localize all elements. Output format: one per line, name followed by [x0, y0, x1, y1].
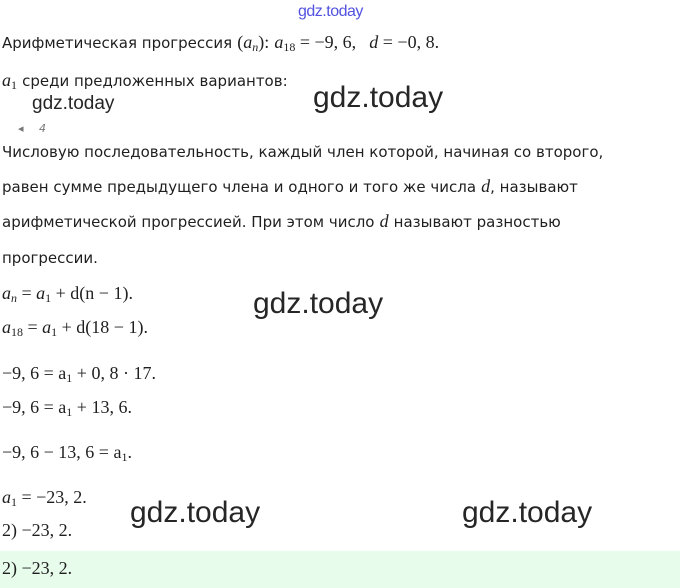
definition-line-3: арифметической прогрессией. При этом число d называют разностью	[2, 211, 561, 231]
task-difference: d = −0, 8.	[369, 32, 440, 52]
formula-result: $a_1 = -23$, 2.	[2, 487, 87, 509]
definition-line-2: равен сумме предыдущего члена и одного и того же числа d, называют	[2, 176, 578, 196]
task-question	[2, 70, 288, 91]
chosen-option: 2) −23, 2.	[2, 520, 73, 540]
small-arrow-icon: ◂	[18, 122, 24, 135]
watermark-large-4: gdz.today	[462, 496, 593, 529]
watermark-large-3: gdz.today	[130, 496, 261, 529]
task-sequence-symbol: $(a_n)$:	[237, 32, 270, 54]
answer-text: 2) −23, 2.	[2, 558, 73, 578]
task-lead-text: Арифметическая прогрессия	[2, 34, 233, 52]
formula-isolate-a1: −9, 6 − 13, $6 = a_1$.	[2, 442, 132, 464]
definition-line-1: Числовую последовательность, каждый член которой, начиная со второго,	[2, 143, 604, 161]
formula-a18: $a_{18} = a_1 + d(18 - 1)$.	[2, 317, 148, 339]
task-a1-symbol: $a_1$	[2, 70, 17, 92]
definition-line-4: прогрессии.	[2, 249, 98, 267]
task-a18-term: $a_{18} = -9$, 6,	[274, 32, 357, 54]
answer-bar	[0, 551, 680, 588]
task-question-text: среди предложенных вариантов:	[22, 72, 288, 90]
watermark-large-2: gdz.today	[253, 287, 384, 320]
task-statement	[2, 32, 439, 53]
cut-off-fragment: ◂ 4	[18, 122, 47, 135]
formula-simplified: −9, $6 = a_1 + 13$, 6.	[2, 397, 132, 419]
formula-general-term: $a_n = a_1 + d(n - 1)$.	[2, 283, 133, 305]
watermark-small: gdz.today	[32, 93, 115, 114]
watermark-top: gdz.today	[298, 3, 363, 20]
watermark-large-1: gdz.today	[313, 81, 444, 114]
formula-substitution: −9, $6 = a_1 + 0$, 8 · 17.	[2, 363, 156, 385]
